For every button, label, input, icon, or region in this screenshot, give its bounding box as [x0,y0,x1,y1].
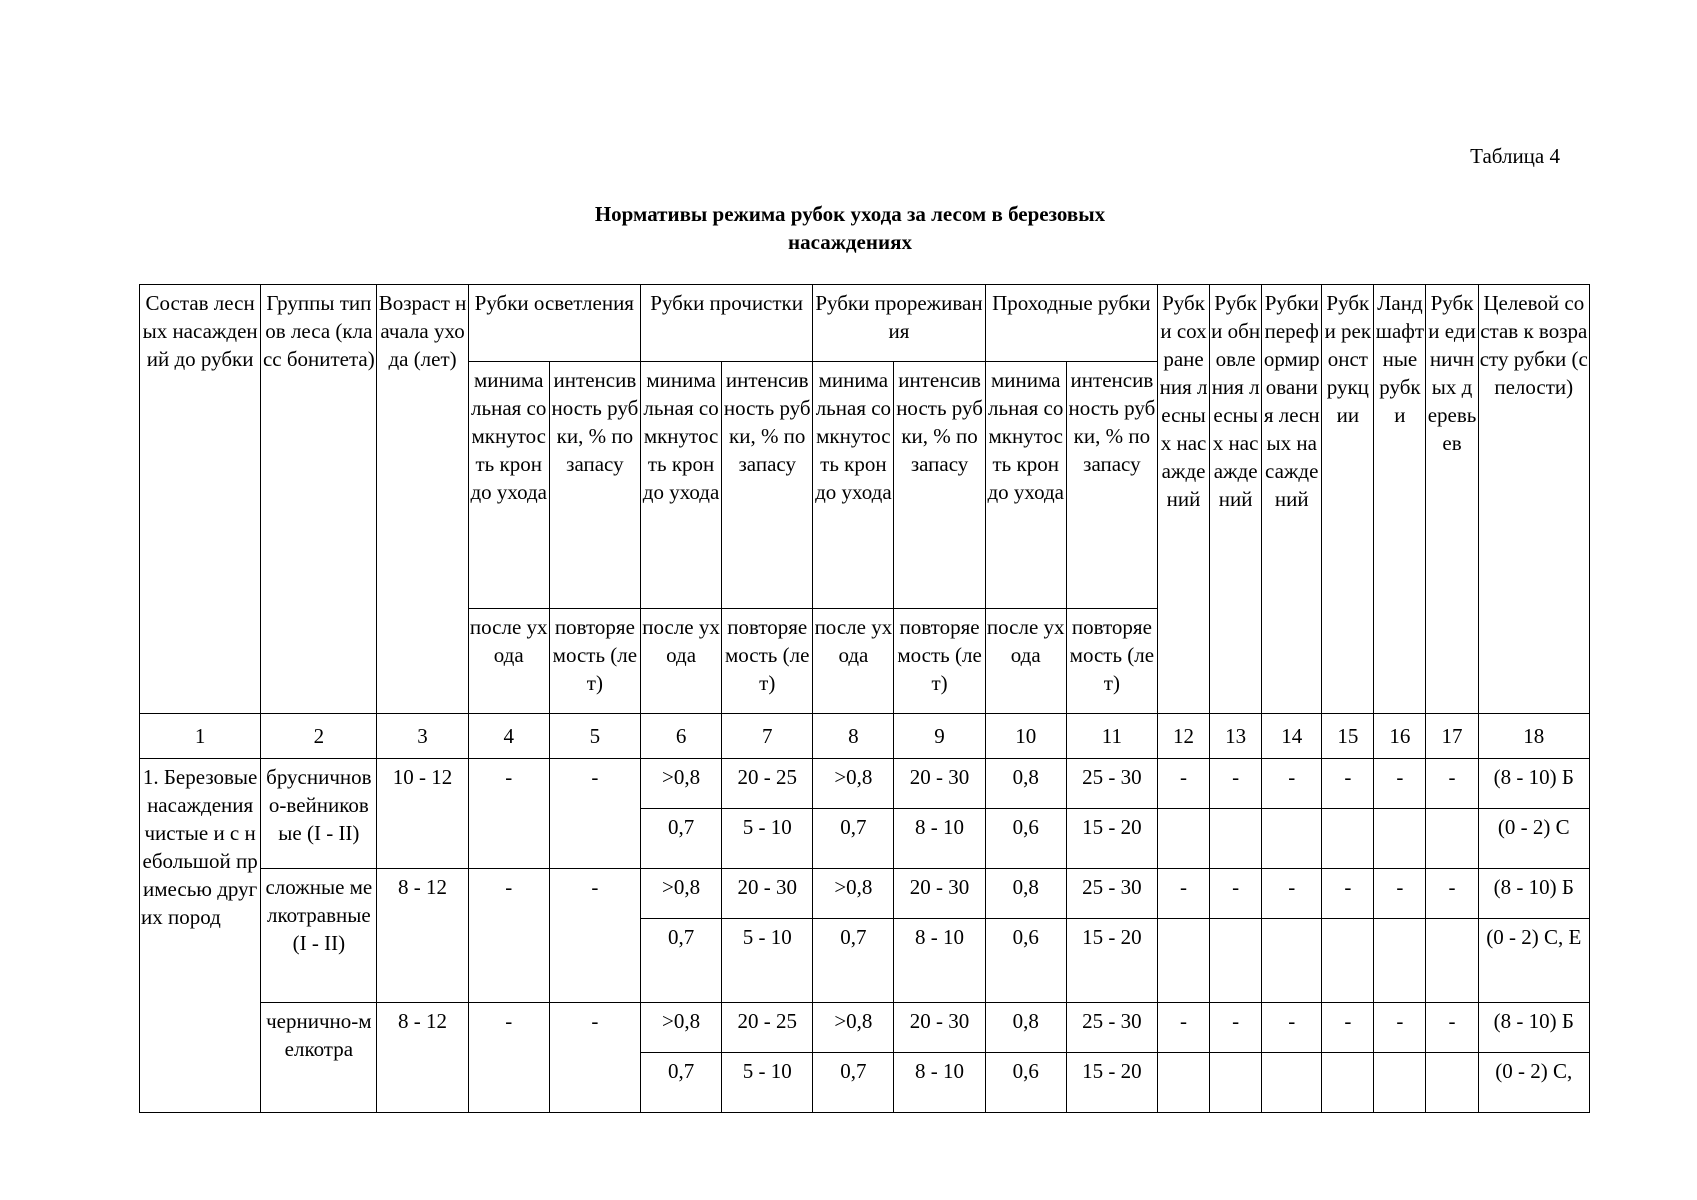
value-cell-prh-int: 15 - 20 [1066,919,1157,1003]
subheader-prorezhivanie-repeat-years: повторяемость (лет) [894,609,985,714]
norms-table [139,284,1590,1113]
other-cutting-cell-14: - [1262,869,1322,919]
value-cell-prr-min: 0,7 [813,1053,894,1113]
empty-cell-16 [1374,809,1426,869]
value-cell-prr-int: 20 - 30 [894,759,985,809]
other-cutting-cell-14: - [1262,1003,1322,1053]
other-cutting-cell-15: - [1322,869,1374,919]
target-composition-cell: (8 - 10) Б [1478,759,1589,809]
osvetlenie-min-cell: - [468,869,549,1003]
osvetlenie-min-cell: - [468,1003,549,1113]
subheader-prorezhivanie-after-care: после ухода [813,609,894,714]
other-cutting-cell-13: - [1210,759,1262,809]
value-cell-prh-int: 25 - 30 [1066,869,1157,919]
empty-cell-15 [1322,809,1374,869]
column-number-cell: 6 [640,714,721,759]
column-number-cell: 3 [377,714,468,759]
osvetlenie-int-cell: - [549,1003,640,1113]
column-number-cell: 15 [1322,714,1374,759]
column-number-cell: 10 [985,714,1066,759]
column-number-cell: 16 [1374,714,1426,759]
header-rekonstruktsiya: Рубки реконструкции [1322,285,1374,714]
subheader-prokhodnye-intensity: интенсивность рубки, % по запасу [1066,362,1157,609]
table-number-label: Таблица 4 [1470,144,1560,168]
forest-type-cell: брусничново-вейниковые (I - II) [261,759,377,869]
other-cutting-cell-15: - [1322,1003,1374,1053]
value-cell-prr-min: 0,7 [813,919,894,1003]
empty-cell-13 [1210,919,1262,1003]
column-number-cell: 7 [722,714,813,759]
target-composition-cell: (0 - 2) С, Е [1478,919,1589,1003]
column-number-cell: 5 [549,714,640,759]
value-cell-prh-int: 25 - 30 [1066,1003,1157,1053]
subheader-osvetlenie-repeat-years: повторяемость (лет) [549,609,640,714]
value-cell-pro-int: 20 - 30 [722,869,813,919]
empty-cell-17 [1426,809,1478,869]
other-cutting-cell-12: - [1157,869,1209,919]
subheader-prokhodnye-min-closure: минимальная сомкнутость крон до ухода [985,362,1066,609]
header-group-prokhodnye: Проходные рубки [985,285,1157,362]
other-cutting-cell-14: - [1262,759,1322,809]
header-target-composition: Целевой состав к возрасту рубки (спелости) [1478,285,1589,714]
empty-cell-12 [1157,809,1209,869]
value-cell-prr-int: 20 - 30 [894,1003,985,1053]
value-cell-pro-int: 5 - 10 [722,809,813,869]
osvetlenie-min-cell: - [468,759,549,869]
forest-type-cell: сложные мелкотравные (I - II) [261,869,377,1003]
empty-cell-14 [1262,809,1322,869]
other-cutting-cell-15: - [1322,759,1374,809]
group-name-cell: 1. Березовые насаждения чистые и с небольшой примесью других пород [140,759,261,1113]
value-cell-prr-int: 8 - 10 [894,1053,985,1113]
other-cutting-cell-17: - [1426,1003,1478,1053]
empty-cell-14 [1262,919,1322,1003]
header-edinichnye: Рубки единичных деревьев [1426,285,1478,714]
column-number-cell: 4 [468,714,549,759]
table-row [140,1003,1590,1053]
other-cutting-cell-17: - [1426,869,1478,919]
empty-cell-15 [1322,919,1374,1003]
value-cell-prh-min: 0,8 [985,759,1066,809]
osvetlenie-int-cell: - [549,759,640,869]
column-number-cell: 8 [813,714,894,759]
empty-cell-12 [1157,1053,1209,1113]
other-cutting-cell-17: - [1426,759,1478,809]
value-cell-pro-int: 5 - 10 [722,919,813,1003]
column-number-cell: 18 [1478,714,1589,759]
header-landshaftnye: Ландшафтные рубки [1374,285,1426,714]
target-composition-cell: (0 - 2) С [1478,809,1589,869]
other-cutting-cell-12: - [1157,1003,1209,1053]
empty-cell-16 [1374,919,1426,1003]
empty-cell-12 [1157,919,1209,1003]
value-cell-prr-int: 8 - 10 [894,809,985,869]
header-pereformirovanie: Рубки переформирования лесных насаждений [1262,285,1322,714]
value-cell-prr-min: >0,8 [813,869,894,919]
start-age-cell: 8 - 12 [377,869,468,1003]
value-cell-prr-int: 8 - 10 [894,919,985,1003]
header-group-prorezhivanie: Рубки прореживания [813,285,985,362]
subheader-prorezhivanie-intensity: интенсивность рубки, % по запасу [894,362,985,609]
other-cutting-cell-16: - [1374,759,1426,809]
value-cell-prr-min: >0,8 [813,759,894,809]
value-cell-pro-int: 20 - 25 [722,759,813,809]
osvetlenie-int-cell: - [549,869,640,1003]
value-cell-pro-min: >0,8 [640,869,721,919]
start-age-cell: 10 - 12 [377,759,468,869]
subheader-prorezhivanie-min-closure: минимальная сомкнутость крон до ухода [813,362,894,609]
header-start-age: Возраст начала ухода (лет) [377,285,468,714]
value-cell-pro-min: >0,8 [640,759,721,809]
empty-cell-13 [1210,809,1262,869]
target-composition-cell: (0 - 2) С, [1478,1053,1589,1113]
value-cell-pro-min: 0,7 [640,809,721,869]
other-cutting-cell-16: - [1374,1003,1426,1053]
column-number-cell: 1 [140,714,261,759]
value-cell-prh-int: 15 - 20 [1066,809,1157,869]
value-cell-prh-min: 0,8 [985,1003,1066,1053]
value-cell-prr-int: 20 - 30 [894,869,985,919]
empty-cell-13 [1210,1053,1262,1113]
subheader-osvetlenie-intensity: интенсивность рубки, % по запасу [549,362,640,609]
header-group-osvetlenie: Рубки осветления [468,285,640,362]
title-line-1: Нормативы режима рубок ухода за лесом в березовых [594,202,1106,226]
subheader-prochistka-repeat-years: повторяемость (лет) [722,609,813,714]
other-cutting-cell-16: - [1374,869,1426,919]
value-cell-prr-min: 0,7 [813,809,894,869]
header-obnovlenie: Рубки обновления лесных насаждений [1210,285,1262,714]
value-cell-prh-min: 0,6 [985,919,1066,1003]
subheader-osvetlenie-after-care: после ухода [468,609,549,714]
value-cell-prr-min: >0,8 [813,1003,894,1053]
table-row [140,869,1590,919]
other-cutting-cell-13: - [1210,869,1262,919]
start-age-cell: 8 - 12 [377,1003,468,1113]
column-number-cell: 14 [1262,714,1322,759]
subheader-osvetlenie-min-closure: минимальная сомкнутость крон до ухода [468,362,549,609]
column-number-cell: 2 [261,714,377,759]
header-sokhranenie: Рубки сохранения лесных насаждений [1157,285,1209,714]
column-number-cell: 13 [1210,714,1262,759]
subheader-prokhodnye-after-care: после ухода [985,609,1066,714]
value-cell-prh-int: 25 - 30 [1066,759,1157,809]
empty-cell-14 [1262,1053,1322,1113]
header-composition: Состав лесных насаждений до рубки [140,285,261,714]
column-number-cell: 11 [1066,714,1157,759]
value-cell-pro-min: 0,7 [640,919,721,1003]
subheader-prokhodnye-repeat-years: повторяемость (лет) [1066,609,1157,714]
empty-cell-16 [1374,1053,1426,1113]
target-composition-cell: (8 - 10) Б [1478,869,1589,919]
value-cell-prh-int: 15 - 20 [1066,1053,1157,1113]
column-number-cell: 9 [894,714,985,759]
empty-cell-17 [1426,1053,1478,1113]
table-row [140,759,1590,809]
header-forest-type: Группы типов леса (класс бонитета) [261,285,377,714]
empty-cell-15 [1322,1053,1374,1113]
empty-cell-17 [1426,919,1478,1003]
column-number-cell: 12 [1157,714,1209,759]
column-number-cell: 17 [1426,714,1478,759]
value-cell-pro-min: 0,7 [640,1053,721,1113]
value-cell-prh-min: 0,6 [985,809,1066,869]
document-title [460,200,1240,256]
subheader-prochistka-min-closure: минимальная сомкнутость крон до ухода [640,362,721,609]
title-line-2: насаждениях [788,230,912,254]
value-cell-prh-min: 0,8 [985,869,1066,919]
header-group-prochistka: Рубки прочистки [640,285,812,362]
target-composition-cell: (8 - 10) Б [1478,1003,1589,1053]
other-cutting-cell-13: - [1210,1003,1262,1053]
subheader-prochistka-after-care: после ухода [640,609,721,714]
other-cutting-cell-12: - [1157,759,1209,809]
value-cell-pro-int: 20 - 25 [722,1003,813,1053]
value-cell-prh-min: 0,6 [985,1053,1066,1113]
forest-type-cell: чернично-мелкотра [261,1003,377,1113]
value-cell-pro-min: >0,8 [640,1003,721,1053]
value-cell-pro-int: 5 - 10 [722,1053,813,1113]
subheader-prochistka-intensity: интенсивность рубки, % по запасу [722,362,813,609]
